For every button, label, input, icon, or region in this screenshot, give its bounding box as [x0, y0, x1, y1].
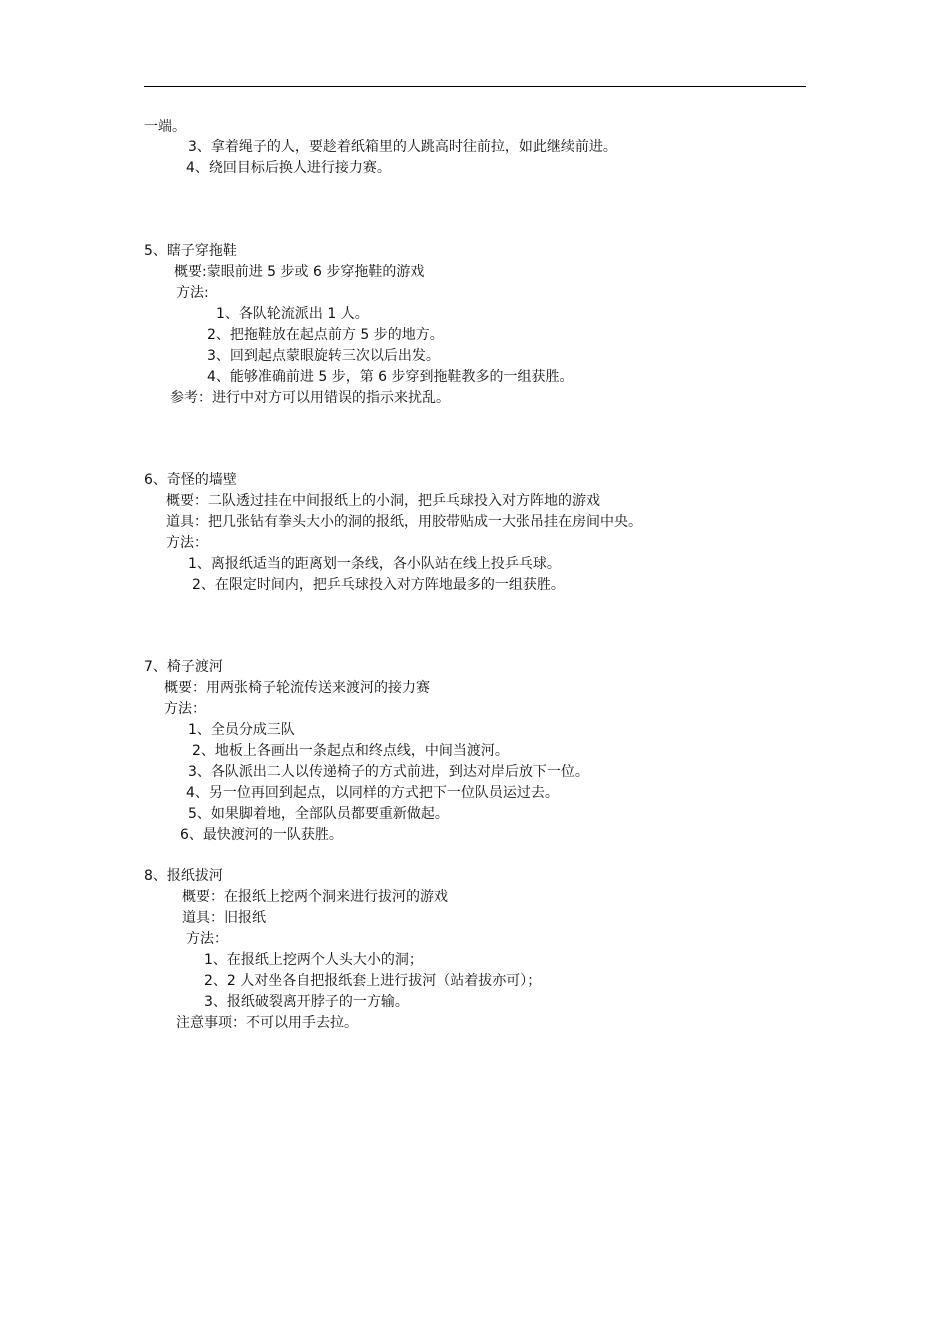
text-line-step: 1、离报纸适当的距离划一条线，各小队站在线上投乒乓球。: [188, 556, 561, 572]
text-line-method-label: 方法：: [186, 931, 228, 947]
text-line-step: 4、绕回目标后换人进行接力赛。: [186, 160, 391, 176]
section-heading-7: 7、椅子渡河: [144, 659, 223, 675]
text-line-step: 4、能够准确前进 5 步，第 6 步穿到拖鞋教多的一组获胜。: [207, 369, 574, 385]
text-line-step: 3、各队派出二人以传递椅子的方式前进，到达对岸后放下一位。: [188, 764, 589, 780]
text-line-step: 4、另一位再回到起点，以同样的方式把下一位队员运过去。: [186, 785, 559, 801]
text-line-summary: 概要：在报纸上挖两个洞来进行拔河的游戏: [182, 889, 448, 905]
text-line-props: 道具：把几张钻有拳头大小的洞的报纸，用胶带贴成一大张吊挂在房间中央。: [166, 514, 642, 530]
text-line-summary: 概要：用两张椅子轮流传送来渡河的接力赛: [164, 680, 430, 696]
text-line-continuation: 一端。: [144, 119, 186, 135]
text-line-summary: 概要：二队透过挂在中间报纸上的小洞，把乒乓球投入对方阵地的游戏: [166, 493, 600, 509]
text-line-step: 3、报纸破裂离开脖子的一方输。: [204, 994, 409, 1010]
text-line-step: 1、在报纸上挖两个人头大小的洞；: [204, 952, 423, 968]
text-line-step: 3、回到起点蒙眼旋转三次以后出发。: [207, 348, 440, 364]
text-line-step: 2、2 人对坐各自把报纸套上进行拔河（站着拔亦可）；: [204, 973, 542, 989]
text-line-summary: 概要:蒙眼前进 5 步或 6 步穿拖鞋的游戏: [174, 264, 425, 280]
text-line-note: 注意事项：不可以用手去拉。: [176, 1015, 358, 1031]
text-line-step: 3、拿着绳子的人，要趁着纸箱里的人跳高时往前拉，如此继续前进。: [188, 139, 617, 155]
text-line-method-label: 方法：: [166, 535, 208, 551]
text-line-props: 道具：旧报纸: [182, 910, 266, 926]
text-line-step: 5、如果脚着地，全部队员都要重新做起。: [188, 806, 449, 822]
text-line-step: 6、最快渡河的一队获胜。: [180, 827, 343, 843]
text-line-note: 参考：进行中对方可以用错误的指示来扰乱。: [170, 390, 450, 406]
text-line-step: 2、地板上各画出一条起点和终点线，中间当渡河。: [192, 743, 509, 759]
section-heading-5: 5、瞎子穿拖鞋: [144, 243, 237, 259]
text-line-method-label: 方法：: [164, 701, 206, 717]
text-line-step: 2、在限定时间内，把乒乓球投入对方阵地最多的一组获胜。: [192, 577, 565, 593]
text-line-method-label: 方法:: [176, 285, 209, 301]
header-rule: [144, 86, 806, 87]
text-line-step: 1、各队轮流派出 1 人。: [216, 306, 369, 322]
text-line-step: 1、全员分成三队: [188, 722, 295, 738]
section-heading-6: 6、奇怪的墙壁: [144, 472, 237, 488]
text-line-step: 2、把拖鞋放在起点前方 5 步的地方。: [207, 327, 444, 343]
section-heading-8: 8、报纸拔河: [144, 868, 223, 884]
